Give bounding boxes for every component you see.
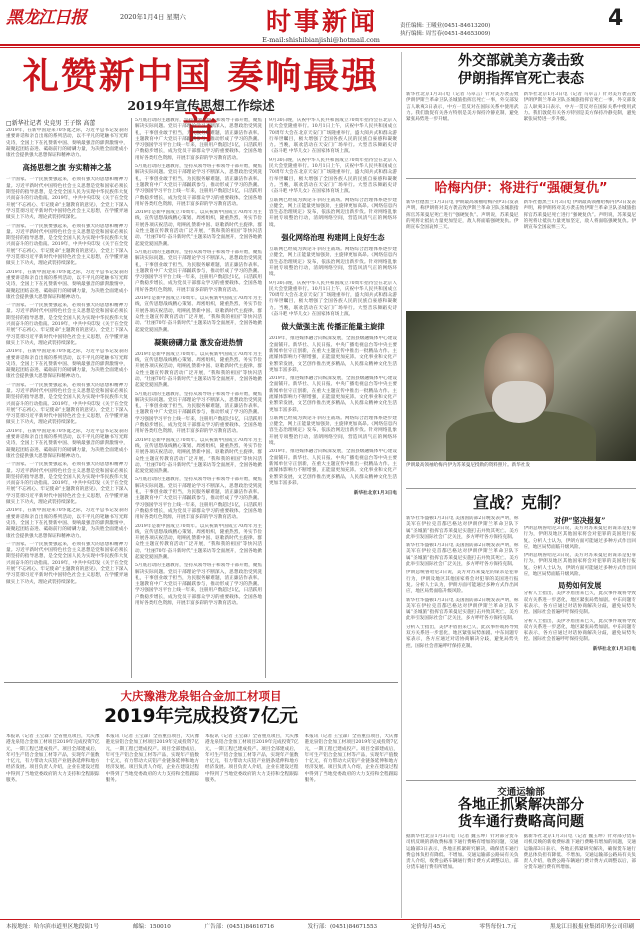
middle-paragraph: 本报讯（记者 王宝森）全省重点项目，大庆豫港龙泉铝合金加工材项目2019年完成投资7亿元，一期工程已建成投产。项目全部建成后，年可生产铝合金加工材等产品，实现年产值数十亿元，有力带动大庆铝产业链条延伸和地方经济发展。项目负责人介绍，企业在建设过程中得到了当地党委政府的大力支持和全程跟踪服务。 [304,734,398,784]
editor-line-2: 执行编辑: 周雪春(0451-84653009) [400,31,491,37]
footer-printer: 黑龙江日报报业集团印务公司印刷 [550,924,634,930]
traffic-headline-2: 货车通行费略高问题 [458,814,584,830]
column-divider [265,118,266,678]
lead-paragraph: 一个国家、一个民族要强起来，必须有强大的思想和精神力量。习近平新时代中国特色社会主义思想是党和国家必须长期坚持的指导思想，是全党全国人民为实现中华民族伟大复兴而奋斗的行动指南。2019年，中共中央印发《关于在全党开展“不忘初心、牢记使命”主题教育的意见》，全党上下深入学习贯彻习近平新时代中国特色社会主义思想，在学懂弄通做实上下功夫，理论武装持续深化。 [6,303,128,346]
lead-column-3 [269,118,397,676]
news-photo [406,311,636,461]
footer-retail: 零售每份1.7元 [479,924,517,930]
lead-paragraph: 一个国家、一个民族要强起来，必须有强大的思想和精神力量。习近平新时代中国特色社会主义思想是党和国家必须长期坚持的指导思想，是全党全国人民为实现中华民族伟大复兴而奋斗的行动指南。2019年，中共中央印发《关于在全党开展“不忘初心、牢记使命”主题教育的意见》，全党上下深入学习贯彻习近平新时代中国特色社会主义思想，在学懂弄通做实上下功夫，理论武装持续深化。 [6,177,128,221]
right-headline-3: 宣战？克制？ [472,493,569,512]
right-headline-1b: 伊朗指挥官死亡表态 [458,71,584,87]
story-divider [406,488,636,489]
lead-column-2 [135,118,262,676]
right-paragraph: 新华社华盛顿1月3日电 美国国防部2日晚发表声明，称美军在伊拉克首都巴格达对伊朗伊斯兰革命卫队下属“圣城旅”指挥官苏莱曼尼实施打击并致其死亡。美方此举引发国际社会广泛关注，多方呼吁各方保持克制。 [406,516,519,540]
traffic-paragraph: 据新华社北京1月3日电（记者 魏玉坤）针对部分货车司机反映的新收费标准下通行费略有增加的问题，交通运输部3日表示，各地正抓紧研究解决，确保货车通行费总体负担有降低、不增加。交通运输部公路局有关负责人介绍，收费公路车辆通行费计费方式调整以后，部分货车通行费有所增加。 [406,834,519,871]
lead-paragraph: 一个国家、一个民族要强起来，必须有强大的思想和精神力量。习近平新时代中国特色社会主义思想是党和国家必须长期坚持的指导思想，是全党全国人民为实现中华民族伟大复兴而奋斗的行动指南。2019年，中共中央印发《关于在全党开展“不忘初心、牢记使命”主题教育的意见》，全党上下深入学习贯彻习近平新时代中国特色社会主义思想，在学懂弄通做实上下功夫，理论武装持续深化。 [6,382,128,426]
footer-address: 本报地址：哈尔滨市道里区地段街1号 [6,924,100,930]
lead-paragraph: 互联网已经成为舆论斗争的主战场。网络综合治理体系逐步建立健全，网上正能量更加强劲，主旋律更加高昂。《网络信息内容生态治理规定》发布，依法治网迈出新步伐。针对网络乱象开展专项整治行动，清朗网络空间，营造风清气正的网络环境。 [269,247,397,278]
lead-source-note: 新华社北京1月3日电 [353,491,397,497]
middle-paragraph: 本报讯（记者 王宝森）全省重点项目，大庆豫港龙泉铝合金加工材项目2019年完成投资7亿元，一期工程已建成投产。项目全部建成后，年可生产铝合金加工材等产品，实现年产值数十亿元，有力带动大庆铝产业链条延伸和地方经济发展。项目负责人介绍，企业在建设过程中得到了当地党委政府的大力支持和全程跟踪服务。 [105,734,199,784]
middle-paragraph: 本报讯（记者 王宝森）全省重点项目，大庆豫港龙泉铝合金加工材项目2019年完成投资7亿元，一期工程已建成投产。项目全部建成后，年可生产铝合金加工材等产品，实现年产值数十亿元，有力带动大庆铝产业链条延伸和地方经济发展。项目负责人介绍，企业在建设过程中得到了当地党委政府的大力支持和全程跟踪服务。 [205,734,299,784]
right-paragraph: 伊朗总统鲁哈尼3日说，美方对苏莱曼尼的谋杀是犯罪行为，伊朗及地区其他国家将会对犯罪的美国进行报复。分析人士认为，伊朗方面可能通过多种方式作出回应，地区局势面临升级风险。 [406,570,519,595]
lead-paragraph: 2019年，推进媒体融合向纵深发展，全国县级融媒体中心建设全面铺开。新华社、人民日报、中央广播电视总台等中央主要新闻单位守正创新，在重大主题宣传中推出一批精品力作。主流媒体影响力不断增强，正能量更加充沛。文化事业和文化产业繁荣发展，文艺创作推出更多精品，人民群众精神文化生活更加丰富多彩。 [269,376,397,413]
middle-kicker: 大庆豫港龙泉铝合金加工材项目 [120,689,282,703]
lead-paragraph: 9月30日晚，庆祝中华人民共和国成立70周年招待会在北京人民大会堂隆重举行。10月1日上午，庆祝中华人民共和国成立70周年大会在北京天安门广场隆重举行，盛大阅兵式和群众游行举世瞩目，极大增强了全国各族人民的民族自豪感和凝聚力。当晚，联欢活动在天安门广场举行。大型音乐舞蹈史诗《奋斗吧 中华儿女》在国家体育场上演。 [269,280,397,318]
lead-headline: 礼赞新中国 奏响最强音 [22,56,380,147]
right-paragraph: 新华社北京1月3日电（记者 马卓言）针对美方袭击致伊朗伊斯兰革命卫队圣城旅指挥官死亡一事，外交部发言人耿爽3日表示，中方一贯反对在国际关系中使用武力。我们敦促有关各方特别是美方保持冷静克制，避免紧张局势进一步升级。 [406,92,519,123]
footer [6,922,634,930]
lead-paragraph: 5月底启动的主题教育，坚持从领导班子和领导干部开始，聚焦解决实际问题。党员干部理论学习不断深入，思想政治受到洗礼，干事创业敢于担当，为民服务解难题，清正廉洁作表率。主题教育中广大党员干部踊跃参与，推动形成了学习的热潮。学习强国学习平台上线一年来，注册用户数超过1亿，日活跃用户数稳步增长，成为党员干部群众学习的重要载体。全国各地用好各类红色资源，开展丰富多彩的学习教育活动。 [135,477,262,521]
footer-zip: 邮编：150010 [132,924,171,930]
traffic-paragraph: 据新华社北京1月3日电（记者 魏玉坤）针对部分货车司机反映的新收费标准下通行费略有增加的问题，交通运输部3日表示，各地正抓紧研究解决，确保货车通行费总体负担有降低、不增加。交通运输部公路局有关负责人介绍，收费公路车辆通行费计费方式调整以后，部分货车通行费有所增加。 [523,834,636,871]
lead-paragraph: 2019年，在新中国迎来70华诞之际，习近平总书记发表的重要讲话和亲自出席的系列活动，以不平凡的笔触书写光辉史诗，全国上下在礼赞新中国、奏响最强音的澎湃激情中，凝聚起团结奋进、砥砺前行的磅礴力量，为决胜全面建成小康社会提供强大思想保证和精神动力。 [6,269,128,300]
lead-paragraph: 9月30日晚，庆祝中华人民共和国成立70周年招待会在北京人民大会堂隆重举行。10月1日上午，庆祝中华人民共和国成立70周年大会在北京天安门广场隆重举行，盛大阅兵式和群众游行举世瞩目，极大增强了全国各族人民的民族自豪感和凝聚力。当晚，联欢活动在天安门广场举行。大型音乐舞蹈史诗《奋斗吧 中华儿女》在国家体育场上演。 [269,157,397,195]
lead-paragraph: 5月底启动的主题教育，坚持从领导班子和领导干部开始，聚焦解决实际问题。党员干部理论学习不断深入，思想政治受到洗礼，干事创业敢于担当，为民服务解难题，清正廉洁作表率。主题教育中广大党员干部踊跃参与，推动形成了学习的热潮。学习强国学习平台上线一年来，注册用户数超过1亿，日活跃用户数稳步增长，成为党员干部群众学习的重要载体。全国各地用好各类红色资源，开展丰富多彩的学习教育活动。 [135,118,262,161]
right-paragraph: 新华社德黑兰1月3日电 伊朗最高领袖哈梅内伊3日发表声明，称伊朗将对美方袭击致伊斯兰革命卫队圣城旅指挥官苏莱曼尼死亡进行“强硬复仇”。声明说，苏莱曼尼的死将让抵抗力量更加坚定，敌人将面临强硬复仇。伊朗宣布全国哀悼三天。 [523,200,636,231]
story-divider [406,780,636,781]
lead-column-1 [6,128,128,676]
right-story-2 [406,200,636,308]
right-story-3-col-b [524,516,637,778]
story-divider [406,178,636,179]
traffic-headline: 各地正抓紧解决部分 [458,797,584,813]
traffic-story [406,834,636,916]
lead-paragraph: 2019年，在新中国迎来70华诞之际，习近平总书记发表的重要讲话和亲自出席的系列活动，以不平凡的笔触书写光辉史诗，全国上下在礼赞新中国、奏响最强音的澎湃激情中，凝聚起团结奋进、砥砺前行的磅礴力量，为决胜全面建成小康社会提供强大思想保证和精神动力。 [6,428,128,459]
lead-subhead: 强化网络治理 构建网上良好生态 [281,233,385,243]
lead-paragraph: 2019年，在新中国迎来70华诞之际，习近平总书记发表的重要讲话和亲自出席的系列活动，以不平凡的笔触书写光辉史诗，全国上下在礼赞新中国、奏响最强音的澎湃激情中，凝聚起团结奋进、砥砺前行的磅礴力量，为决胜全面建成小康社会提供强大思想保证和精神动力。 [6,508,128,539]
right-paragraph: 分析人士指出，美伊矛盾由来已久，此次事件或将导致双方关系进一步恶化，地区紧张局势加剧。中东问题专家表示，各方应通过对话协商解决分歧，避免局势失控。国际社会普遍呼吁保持克制。 [523,618,636,643]
section-title: 时事新闻 [265,7,378,36]
lead-paragraph: 2019年是新中国成立70周年。以庆祝新中国成立70周年为主线，宣传思想战线精心策划、周密组织，隆重热烈、务实节俭开展各项庆祝活动，唱响礼赞新中国、讴歌新时代主旋律。群众性主题宣传教育活动广泛开展，“我和我的祖国”等快闪活动、“壮丽70年·奋斗新时代”主题采访等全面展开，全国各地掀起爱党爱国热潮。 [135,523,262,560]
lead-subhead: 凝聚磅礴力量 激发奋进热情 [154,337,243,347]
right-subhead: 局势如何发展 [558,581,602,591]
photo-caption: 伊朗最高领袖哈梅内伊为苏莱曼尼授勋的资料照片。新华社发 [406,463,531,468]
right-paragraph: 分析人士指出，美伊矛盾由来已久，此次事件或将导致双方关系进一步恶化，地区紧张局势加剧。中东问题专家表示，各方应通过对话协商解决分歧，避免局势失控。国际社会普遍呼吁保持克制。 [523,591,636,616]
footer-price: 定价每月45元 [410,924,446,930]
right-paragraph: 新华社华盛顿1月3日电 美国国防部2日晚发表声明，称美军在伊拉克首都巴格达对伊朗伊斯兰革命卫队下属“圣城旅”指挥官苏莱曼尼实施打击并致其死亡。美方此举引发国际社会广泛关注，多方呼吁各方保持克制。 [406,543,519,568]
lead-subhead: 高扬思想之旗 夯实精神之基 [22,163,112,173]
footer-ads: 广告部：(0451)84616716 [204,924,274,930]
right-story-3 [406,516,636,778]
lead-paragraph: 2019年是新中国成立70周年。以庆祝新中国成立70周年为主线，宣传思想战线精心策划、周密组织，隆重热烈、务实节俭开展各项庆祝活动，唱响礼赞新中国、讴歌新时代主旋律。群众性主题宣传教育活动广泛开展，“我和我的祖国”等快闪活动、“壮丽70年·奋斗新时代”主题采访等全面展开，全国各地掀起爱党爱国热潮。 [135,296,262,333]
footer-distribution: 发行部：(0451)84671553 [307,924,378,930]
right-paragraph: 伊朗总统鲁哈尼3日说，美方对苏莱曼尼的谋杀是犯罪行为，伊朗及地区其他国家将会对犯罪的美国进行报复。分析人士认为，伊朗方面可能通过多种方式作出回应，地区局势面临升级风险。 [523,526,636,550]
traffic-kicker: 交通运输部 [497,787,545,798]
lead-paragraph: 一个国家、一个民族要强起来，必须有强大的思想和精神力量。习近平新时代中国特色社会主义思想是党和国家必须长期坚持的指导思想，是全党全国人民为实现中华民族伟大复兴而奋斗的行动指南。2019年，中共中央印发《关于在全党开展“不忘初心、牢记使命”主题教育的意见》，全党上下深入学习贯彻习近平新时代中国特色社会主义思想，在学懂弄通做实上下功夫，理论武装持续深化。 [6,223,128,267]
middle-headline: 2019年完成投资7亿元 [104,706,298,727]
right-source-note: 新华社北京1月3日电 [592,646,636,652]
section-email: E-mail:shishibianjishi@hotmail.com [262,36,380,44]
lead-paragraph: 2019年是新中国成立70周年。以庆祝新中国成立70周年为主线，宣传思想战线精心策划、周密组织，隆重热烈、务实节俭开展各项庆祝活动，唱响礼赞新中国、讴歌新时代主旋律。群众性主题宣传教育活动广泛开展，“我和我的祖国”等快闪活动、“壮丽70年·奋斗新时代”主题采访等全面展开，全国各地掀起爱党爱国热潮。 [135,210,262,247]
lead-paragraph: 一个国家、一个民族要强起来，必须有强大的思想和精神力量。习近平新时代中国特色社会主义思想是党和国家必须长期坚持的指导思想，是全党全国人民为实现中华民族伟大复兴而奋斗的行动指南。2019年，中共中央印发《关于在全党开展“不忘初心、牢记使命”主题教育的意见》，全党上下深入学习贯彻习近平新时代中国特色社会主义思想，在学懂弄通做实上下功夫，理论武装持续深化。 [6,541,128,585]
lead-paragraph: 2019年，推进媒体融合向纵深发展，全国县级融媒体中心建设全面铺开。新华社、人民日报、中央广播电视总台等中央主要新闻单位守正创新，在重大主题宣传中推出一批精品力作。主流媒体影响力不断增强，正能量更加充沛。文化事业和文化产业繁荣发展，文艺创作推出更多精品，人民群众精神文化生活更加丰富多彩。 [269,449,397,486]
lead-paragraph: 2019年，在新中国迎来70华诞之际，习近平总书记发表的重要讲话和亲自出席的系列活动，以不平凡的笔触书写光辉史诗，全国上下在礼赞新中国、奏响最强音的澎湃激情中，凝聚起团结奋进、砥砺前行的磅礴力量，为决胜全面建成小康社会提供强大思想保证和精神动力。 [6,128,128,159]
photo-figure-beard [492,381,546,423]
middle-paragraph: 本报讯（记者 王宝森）全省重点项目，大庆豫港龙泉铝合金加工材项目2019年完成投资7亿元，一期工程已建成投产。项目全部建成后，年可生产铝合金加工材等产品，实现年产值数十亿元，有力带动大庆铝产业链条延伸和地方经济发展。项目负责人介绍，企业在建设过程中得到了当地党委政府的大力支持和全程跟踪服务。 [6,734,100,784]
lead-paragraph: 2019年，推进媒体融合向纵深发展，全国县级融媒体中心建设全面铺开。新华社、人民日报、中央广播电视总台等中央主要新闻单位守正创新，在重大主题宣传中推出一批精品力作。主流媒体影响力不断增强，正能量更加充沛。文化事业和文化产业繁荣发展，文艺创作推出更多精品，人民群众精神文化生活更加丰富多彩。 [269,336,397,373]
section-divider [401,52,402,918]
story-divider [4,682,398,683]
lead-paragraph: 5月底启动的主题教育，坚持从领导班子和领导干部开始，聚焦解决实际问题。党员干部理论学习不断深入，思想政治受到洗礼，干事创业敢于担当，为民服务解难题，清正廉洁作表率。主题教育中广大党员干部踊跃参与，推动形成了学习的热潮。学习强国学习平台上线一年来，注册用户数超过1亿，日活跃用户数稳步增长，成为党员干部群众学习的重要载体。全国各地用好各类红色资源，开展丰富多彩的学习教育活动。 [135,563,262,607]
right-paragraph: 新华社北京1月3日电（记者 马卓言）针对美方袭击致伊朗伊斯兰革命卫队圣城旅指挥官死亡一事，外交部发言人耿爽3日表示，中方一贯反对在国际关系中使用武力。我们敦促有关各方特别是美方保持冷静克制，避免紧张局势进一步升级。 [523,92,636,123]
masthead-rule [0,44,640,46]
right-headline-2: 哈梅内伊：将进行“强硬复仇” [434,181,608,196]
lead-subheadline: 2019年宣传思想工作综述 [127,98,275,113]
lead-byline: □新华社记者 史竞男 王子铭 高蕾 [6,120,96,127]
issue-date: 2020年1月4日 星期六 [120,13,186,21]
lead-paragraph: 2019年，在新中国迎来70华诞之际，习近平总书记发表的重要讲话和亲自出席的系列活动，以不平凡的笔触书写光辉史诗，全国上下在礼赞新中国、奏响最强音的澎湃激情中，凝聚起团结奋进、砥砺前行的磅礴力量，为决胜全面建成小康社会提供强大思想保证和精神动力。 [6,349,128,380]
right-paragraph: 伊朗总统鲁哈尼3日说，美方对苏莱曼尼的谋杀是犯罪行为，伊朗及地区其他国家将会对犯罪的美国进行报复。分析人士认为，伊朗方面可能通过多种方式作出回应，地区局势面临升级风险。 [523,553,636,578]
right-paragraph: 新华社德黑兰1月3日电 伊朗最高领袖哈梅内伊3日发表声明，称伊朗将对美方袭击致伊斯兰革命卫队圣城旅指挥官苏莱曼尼死亡进行“强硬复仇”。声明说，苏莱曼尼的死将让抵抗力量更加坚定，敌人将面临强硬复仇。伊朗宣布全国哀悼三天。 [406,200,519,231]
right-paragraph: 分析人士指出，美伊矛盾由来已久，此次事件或将导致双方关系进一步恶化，地区紧张局势加剧。中东问题专家表示，各方应通过对话协商解决分歧，避免局势失控。国际社会普遍呼吁保持克制。 [406,624,519,649]
right-paragraph: 新华社华盛顿1月3日电 美国国防部2日晚发表声明，称美军在伊拉克首都巴格达对伊朗伊斯兰革命卫队下属“圣城旅”指挥官苏莱曼尼实施打击并致其死亡。美方此举引发国际社会广泛关注，多方呼吁各方保持克制。 [406,597,519,622]
middle-story-body [6,734,398,916]
lead-paragraph: 9月30日晚，庆祝中华人民共和国成立70周年招待会在北京人民大会堂隆重举行。10月1日上午，庆祝中华人民共和国成立70周年大会在北京天安门广场隆重举行，盛大阅兵式和群众游行举世瞩目，极大增强了全国各族人民的民族自豪感和凝聚力。当晚，联欢活动在天安门广场举行。大型音乐舞蹈史诗《奋斗吧 中华儿女》在国家体育场上演。 [269,118,397,155]
lead-paragraph: 5月底启动的主题教育，坚持从领导班子和领导干部开始，聚焦解决实际问题。党员干部理论学习不断深入，思想政治受到洗礼，干事创业敢于担当，为民服务解难题，清正廉洁作表率。主题教育中广大党员干部踊跃参与，推动形成了学习的热潮。学习强国学习平台上线一年来，注册用户数超过1亿，日活跃用户数稳步增长，成为党员干部群众学习的重要载体。全国各地用好各类红色资源，开展丰富多彩的学习教育活动。 [135,164,262,207]
lead-subhead: 做大做强主流 传播正能量主旋律 [281,322,385,332]
masthead-rule-thin [0,47,640,48]
lead-paragraph: 互联网已经成为舆论斗争的主战场。网络综合治理体系逐步建立健全，网上正能量更加强劲，主旋律更加高昂。《网络信息内容生态治理规定》发布，依法治网迈出新步伐。针对网络乱象开展专项整治行动，清朗网络空间，营造风清气正的网络环境。 [269,197,397,228]
page-number: 4 [608,6,624,31]
editor-line-1: 责任编辑: 王曦业(0451-84613200) [400,23,491,29]
right-story-3-col-a [406,516,519,778]
editors-info [400,22,605,38]
lead-paragraph: 5月底启动的主题教育，坚持从领导班子和领导干部开始，聚焦解决实际问题。党员干部理论学习不断深入，思想政治受到洗礼，干事创业敢于担当，为民服务解难题，清正廉洁作表率。主题教育中广大党员干部踊跃参与，推动形成了学习的热潮。学习强国学习平台上线一年来，注册用户数超过1亿，日活跃用户数稳步增长，成为党员干部群众学习的重要载体。全国各地用好各类红色资源，开展丰富多彩的学习教育活动。 [135,391,262,435]
lead-paragraph: 一个国家、一个民族要强起来，必须有强大的思想和精神力量。习近平新时代中国特色社会主义思想是党和国家必须长期坚持的指导思想，是全党全国人民为实现中华民族伟大复兴而奋斗的行动指南。2019年，中共中央印发《关于在全党开展“不忘初心、牢记使命”主题教育的意见》，全党上下深入学习贯彻习近平新时代中国特色社会主义思想，在学懂弄通做实上下功夫，理论武装持续深化。 [6,462,128,506]
right-story-1 [406,92,636,176]
right-subhead: 对伊“坚决报复” [554,516,606,525]
newspaper-masthead: 黑龙江日报 [6,8,86,28]
lead-paragraph: 2019年是新中国成立70周年。以庆祝新中国成立70周年为主线，宣传思想战线精心策划、周密组织，隆重热烈、务实节俭开展各项庆祝活动，唱响礼赞新中国、讴歌新时代主旋律。群众性主题宣传教育活动广泛开展，“我和我的祖国”等快闪活动、“壮丽70年·奋斗新时代”主题采访等全面展开，全国各地掀起爱党爱国热潮。 [135,351,262,389]
lead-paragraph: 2019年是新中国成立70周年。以庆祝新中国成立70周年为主线，宣传思想战线精心策划、周密组织，隆重热烈、务实节俭开展各项庆祝活动，唱响礼赞新中国、讴歌新时代主旋律。群众性主题宣传教育活动广泛开展，“我和我的祖国”等快闪活动、“壮丽70年·奋斗新时代”主题采访等全面展开，全国各地掀起爱党爱国热潮。 [135,437,262,475]
lead-paragraph: 互联网已经成为舆论斗争的主战场。网络综合治理体系逐步建立健全，网上正能量更加强劲，主旋律更加高昂。《网络信息内容生态治理规定》发布，依法治网迈出新步伐。针对网络乱象开展专项整治行动，清朗网络空间，营造风清气正的网络环境。 [269,415,397,447]
lead-paragraph: 5月底启动的主题教育，坚持从领导班子和领导干部开始，聚焦解决实际问题。党员干部理论学习不断深入，思想政治受到洗礼，干事创业敢于担当，为民服务解难题，清正廉洁作表率。主题教育中广大党员干部踊跃参与，推动形成了学习的热潮。学习强国学习平台上线一年来，注册用户数超过1亿，日活跃用户数稳步增长，成为党员干部群众学习的重要载体。全国各地用好各类红色资源，开展丰富多彩的学习教育活动。 [135,249,262,293]
footer-rule [0,919,640,920]
column-divider [131,118,132,678]
right-headline-1: 外交部就美方袭击致 [458,53,584,69]
